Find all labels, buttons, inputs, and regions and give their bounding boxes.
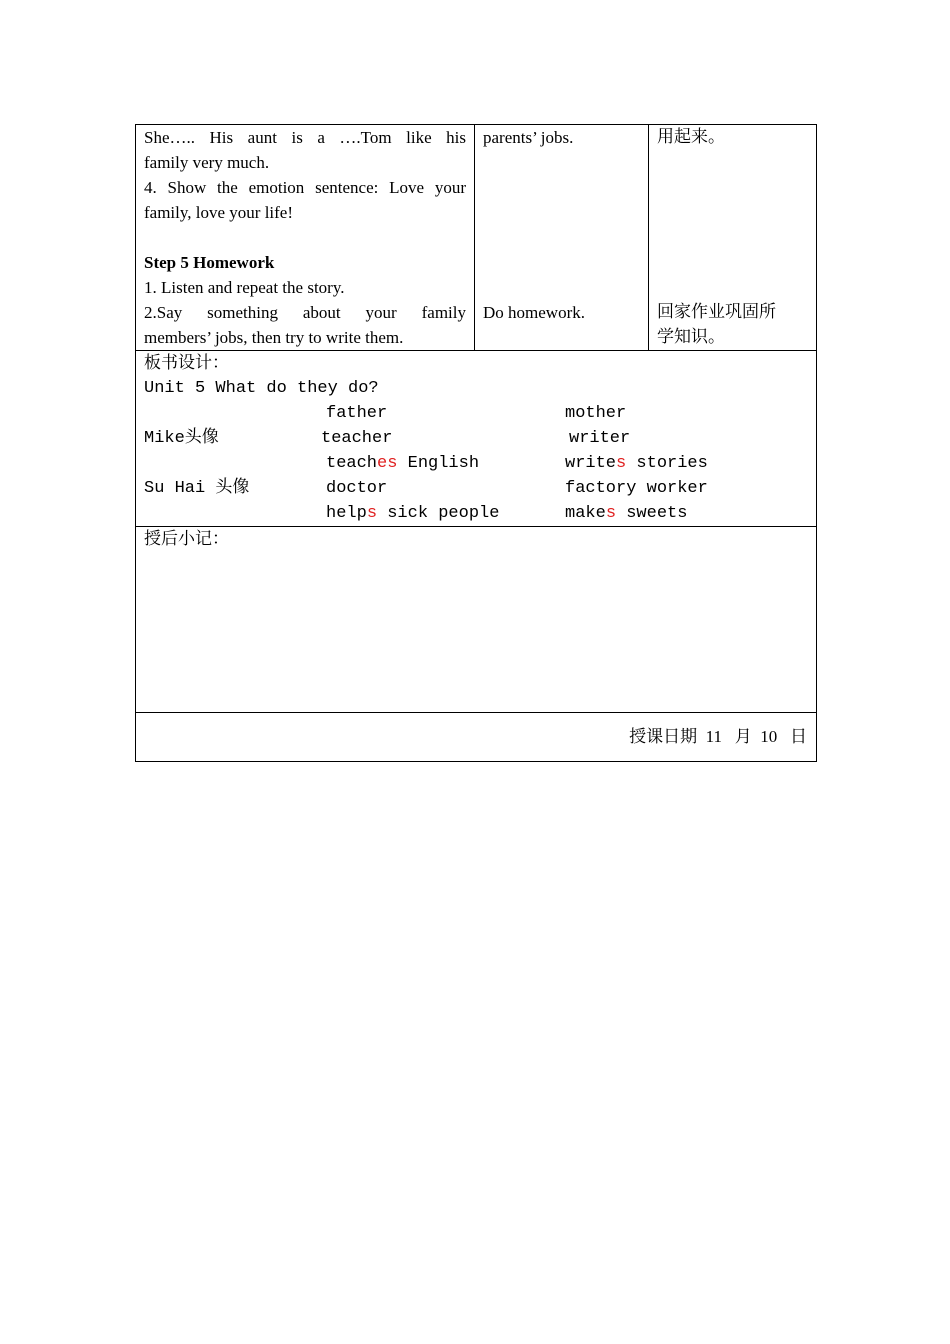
notes-label: 授后小记： bbox=[144, 529, 229, 549]
board-mike-label: Mike头像 bbox=[144, 429, 219, 448]
student-activity-cell bbox=[475, 125, 649, 351]
date-day-unit: 日 bbox=[790, 727, 807, 747]
emotion-sentence-line: family, love your life! bbox=[144, 203, 294, 222]
board-su-hai-avatar bbox=[144, 476, 249, 501]
date-cell bbox=[136, 713, 817, 762]
homework-item: 2.Say something about your family bbox=[144, 303, 466, 322]
date-day: 10 bbox=[760, 727, 778, 746]
board-design-row bbox=[136, 351, 817, 527]
board-phrase-writes bbox=[565, 451, 708, 476]
board-word-father: father bbox=[326, 404, 388, 423]
board-phrase-makes bbox=[565, 501, 687, 526]
verb-suffix-highlight: s bbox=[605, 504, 617, 523]
design-intent-cell bbox=[649, 125, 817, 351]
date-row bbox=[136, 713, 817, 762]
board-design-cell bbox=[136, 351, 817, 527]
phrase-rest: sick people bbox=[377, 504, 500, 523]
board-mike-avatar bbox=[144, 426, 219, 451]
design-intent-homework bbox=[657, 300, 808, 350]
design-intent-text: 用起来。 bbox=[657, 127, 725, 147]
student-homework-text: Do homework. bbox=[483, 303, 585, 322]
notes-row bbox=[136, 527, 817, 713]
homework-item: 1. Listen and repeat the story. bbox=[144, 278, 345, 297]
procedure-row bbox=[136, 125, 817, 351]
board-title: Unit 5 What do they do? bbox=[144, 379, 379, 398]
board-su-hai-label: Su Hai 头像 bbox=[144, 479, 250, 498]
word-stem: help bbox=[326, 504, 367, 523]
verb-suffix-highlight: s bbox=[366, 504, 378, 523]
board-design-label: 板书设计： bbox=[144, 353, 229, 373]
lesson-plan-table bbox=[135, 124, 817, 762]
step5-heading: Step 5 Homework bbox=[144, 253, 275, 272]
phrase-rest: sweets bbox=[616, 504, 688, 523]
story-summary-line: family very much. bbox=[144, 153, 270, 172]
phrase-rest: English bbox=[397, 454, 480, 473]
board-word-factory-worker: factory worker bbox=[565, 479, 708, 498]
date-month: 11 bbox=[705, 727, 722, 746]
phrase-rest: stories bbox=[626, 454, 708, 473]
board-word-writer: writer bbox=[569, 429, 631, 448]
verb-suffix-highlight: es bbox=[377, 454, 398, 473]
design-intent-homework-line: 回家作业巩固所 bbox=[657, 302, 776, 322]
board-phrase-helps bbox=[326, 501, 499, 526]
word-stem: teach bbox=[326, 454, 378, 473]
teacher-activity-cell bbox=[136, 125, 475, 351]
notes-cell bbox=[136, 527, 817, 713]
board-word-teacher: teacher bbox=[321, 429, 393, 448]
student-activity-text: parents’ jobs. bbox=[483, 128, 574, 147]
date-label: 授课日期 bbox=[629, 727, 698, 747]
word-stem: make bbox=[565, 504, 606, 523]
emotion-sentence-line: 4. Show the emotion sentence: Love your bbox=[144, 178, 466, 197]
verb-suffix-highlight: s bbox=[616, 454, 627, 473]
spacer bbox=[144, 225, 466, 250]
story-summary-line: She….. His aunt is a ….Tom like his bbox=[144, 128, 466, 147]
board-phrase-teaches bbox=[326, 451, 479, 476]
board-word-doctor: doctor bbox=[326, 479, 388, 498]
homework-item: members’ jobs, then try to write them. bbox=[144, 328, 404, 347]
word-stem: write bbox=[565, 454, 617, 473]
date-month-unit: 月 bbox=[734, 727, 752, 747]
teaching-date bbox=[629, 724, 807, 750]
board-word-mother: mother bbox=[565, 404, 627, 423]
design-intent-homework-line: 学知识。 bbox=[657, 327, 725, 347]
